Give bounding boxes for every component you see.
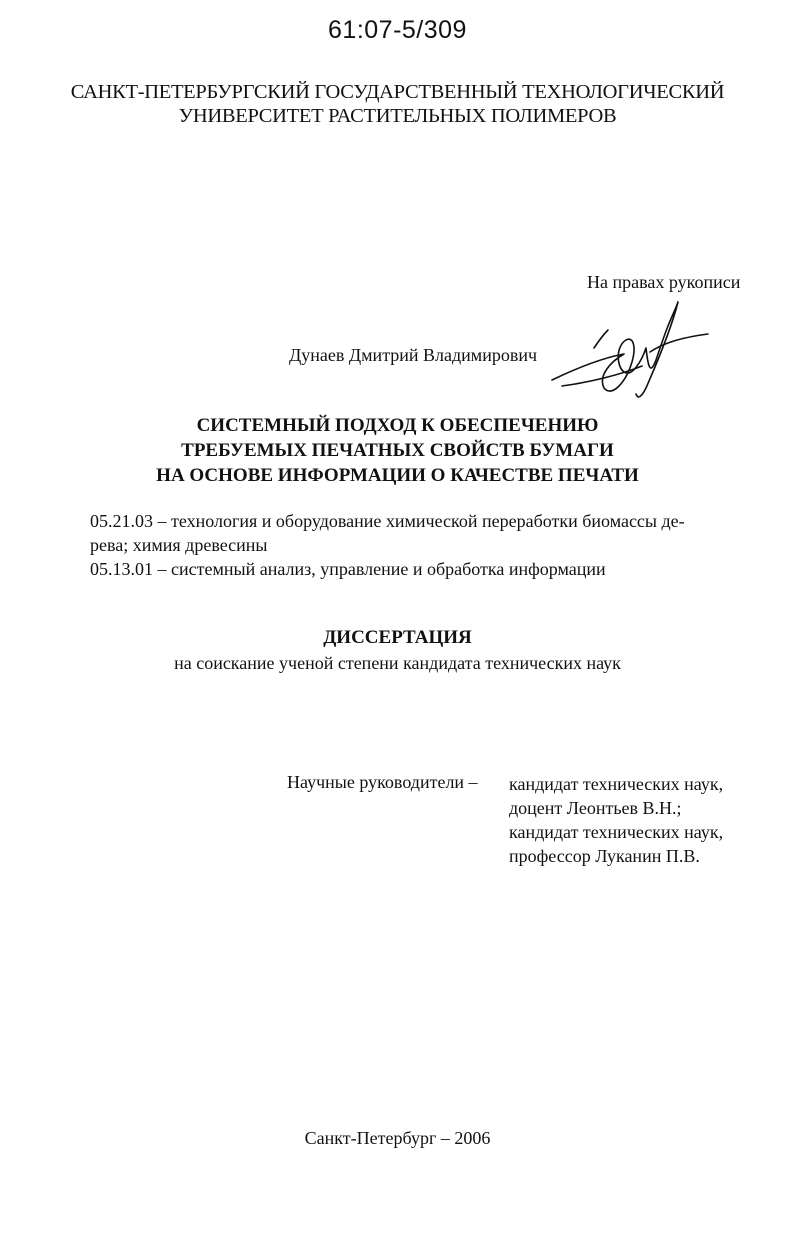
supervisor-line: кандидат технических наук, (509, 774, 724, 794)
specialty-1 (90, 509, 750, 557)
document-type: ДИССЕРТАЦИЯ (323, 627, 472, 648)
place-year: Санкт-Петербург – 2006 (304, 1128, 491, 1148)
supervisor-line: доцент Леонтьев В.Н.; (509, 798, 682, 818)
university-line-1: САНКТ-ПЕТЕРБУРГСКИЙ ГОСУДАРСТВЕННЫЙ ТЕХНОЛОГИЧЕСКИЙ (70, 81, 725, 103)
supervisors-list (509, 772, 723, 868)
specialty-2-line-1: 05.13.01 – системный анализ, управление и обработка информации (90, 559, 606, 579)
author-name: Дунаев Дмитрий Владимирович (289, 345, 538, 365)
title-line-3: НА ОСНОВЕ ИНФОРМАЦИИ О КАЧЕСТВЕ ПЕЧАТИ (156, 465, 639, 486)
signature-icon (532, 296, 712, 406)
title-line-2: ТРЕБУЕМЫХ ПЕЧАТНЫХ СВОЙСТВ БУМАГИ (181, 440, 614, 461)
specialty-2 (90, 557, 750, 581)
specialty-1-line-1: 05.21.03 – технология и оборудование химической переработки биомассы де- (90, 511, 685, 531)
university-line-2: УНИВЕРСИТЕТ РАСТИТЕЛЬНЫХ ПОЛИМЕРОВ (178, 105, 617, 127)
university-name (0, 80, 795, 128)
thesis-title (0, 413, 795, 488)
specialty-1-line-2: рева; химия древесины (90, 535, 268, 555)
supervisors-label: Научные руководители – (287, 772, 478, 792)
manuscript-note: На правах рукописи (587, 272, 741, 292)
title-line-1: СИСТЕМНЫЙ ПОДХОД К ОБЕСПЕЧЕНИЮ (196, 415, 599, 436)
supervisor-line: кандидат технических наук, (509, 822, 724, 842)
degree-statement: на соискание ученой степени кандидата технических наук (174, 653, 621, 673)
supervisor-line: профессор Луканин П.В. (509, 846, 700, 866)
registry-code: 61:07-5/309 (328, 16, 467, 44)
